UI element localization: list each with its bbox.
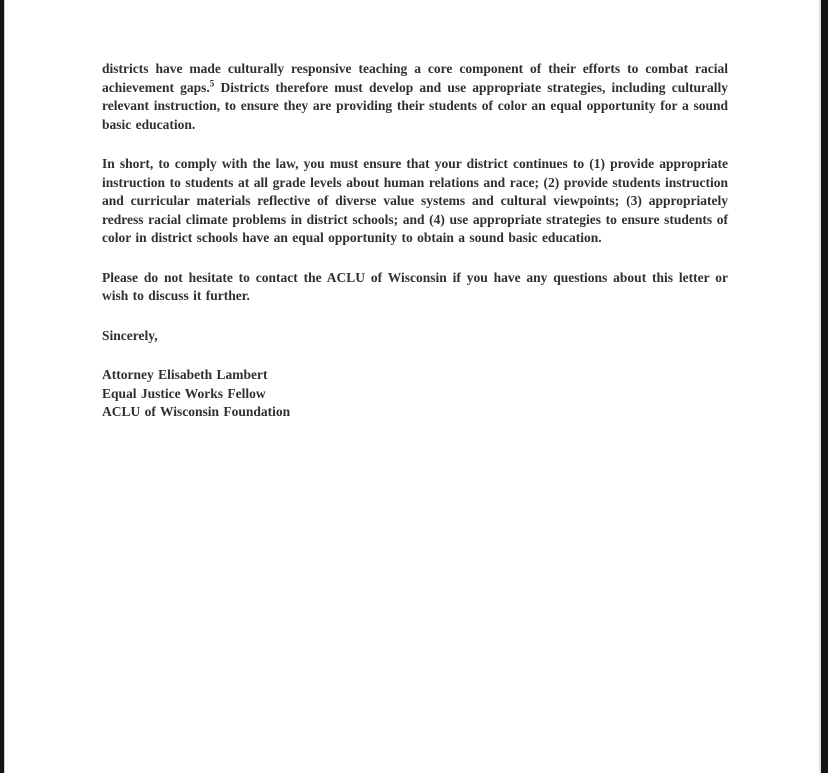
signature-line-name: Attorney Elisabeth Lambert [102,367,268,382]
closing-salutation: Sincerely, [102,327,158,343]
letter-body [102,60,728,422]
paragraph-text: districts have made culturally responsive teaching a core component of their efforts to combat racial achievement gaps. [102,61,728,95]
paragraph-contact-invitation: Please do not hesitate to contact the ACLU of Wisconsin if you have any questions about this letter or wish to discuss it further. [102,269,728,303]
left-page-edge-shadow [4,0,5,773]
footnote-reference: 5 [209,78,215,88]
paragraph-compliance-requirements: In short, to comply with the law, you must ensure that your district continues to (1) provide appropriate instruction to students at all grade levels about human relations and race; (2) provide students instruction and curricular materials reflective of diverse value systems and cultural viewpoints; (3) appropriately redress racial climate problems in district schools; and (4) use appropriate strategies to ensure students of color in district schools have an equal opportunity to obtain a sound basic education. [102,156,728,245]
right-page-edge [821,0,828,773]
signature-line-title: Equal Justice Works Fellow [102,385,266,401]
signature-block [102,366,728,422]
paragraph-culturally-responsive [102,60,728,134]
paragraph-text: Districts therefore must develop and use appropriate strategies, including culturally relevant instruction, to ensure they are providing their students of color an equal opportunity for a sound basic education. [102,79,728,132]
signature-line-organization: ACLU of Wisconsin Foundation [102,404,291,419]
